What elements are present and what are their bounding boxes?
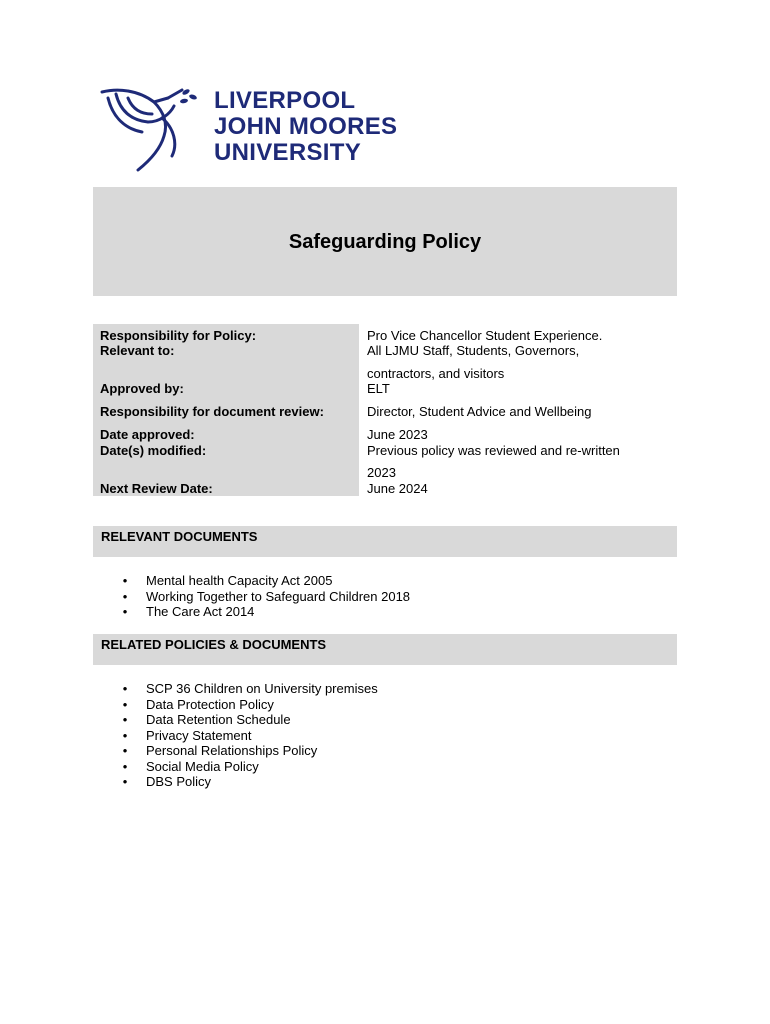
list-item: [120, 774, 378, 790]
list-item-text: Mental health Capacity Act 2005: [146, 573, 333, 588]
bullet-icon: •: [122, 588, 128, 604]
relevant-label: Relevant to:: [100, 343, 175, 358]
list-item-text: Data Retention Schedule: [146, 712, 291, 727]
list-item: [120, 712, 378, 728]
relevant-documents-list: [120, 573, 410, 620]
relevant-value: All LJMU Staff, Students, Governors,: [367, 343, 580, 358]
related-policies-heading: RELATED POLICIES & DOCUMENTS: [101, 637, 327, 652]
university-logo: [98, 84, 418, 176]
date-modified-value: Previous policy was reviewed and re-written: [367, 443, 620, 458]
bullet-icon: •: [122, 573, 128, 588]
bullet-icon: •: [122, 696, 128, 712]
logo-line-1: LIVERPOOL: [214, 87, 356, 114]
list-item: [120, 743, 378, 759]
bullet-icon: •: [122, 743, 128, 758]
list-item: [120, 573, 410, 589]
related-policies-heading-bar: [93, 634, 677, 665]
list-item: [120, 589, 410, 605]
relevant-documents-heading-bar: [93, 526, 677, 557]
list-item: [120, 728, 378, 744]
date-modified-value-continued: 2023: [367, 465, 396, 480]
bullet-icon: •: [122, 727, 128, 743]
logo-line-2: JOHN MOORES: [214, 113, 398, 140]
bullet-icon: •: [122, 681, 128, 696]
relevant-value-continued: contractors, and visitors: [367, 366, 505, 381]
title-banner: [93, 187, 677, 296]
logo-wordmark: [214, 88, 397, 166]
review-responsibility-value: Director, Student Advice and Wellbeing: [367, 404, 592, 419]
list-item-text: Working Together to Safeguard Children 2018: [146, 588, 411, 604]
bullet-icon: •: [122, 774, 128, 789]
next-review-label: Next Review Date:: [100, 481, 213, 496]
approved-by-value: ELT: [367, 381, 390, 396]
approved-by-label: Approved by:: [100, 381, 184, 396]
related-policies-list: [120, 681, 378, 790]
list-item: [120, 697, 378, 713]
list-item: [120, 759, 378, 775]
date-modified-label: Date(s) modified:: [100, 443, 207, 458]
list-item-text: Social Media Policy: [146, 758, 259, 774]
responsibility-value: Pro Vice Chancellor Student Experience.: [367, 328, 603, 343]
date-approved-value: June 2023: [367, 427, 428, 442]
liver-bird-icon: [98, 84, 208, 176]
list-item-text: DBS Policy: [146, 774, 212, 789]
page-title: Safeguarding Policy: [288, 231, 482, 253]
list-item-text: The Care Act 2014: [146, 604, 255, 619]
next-review-value: June 2024: [367, 481, 428, 496]
list-item-text: Personal Relationships Policy: [146, 743, 318, 758]
bullet-icon: •: [122, 712, 128, 727]
review-responsibility-label: Responsibility for document review:: [100, 404, 324, 419]
list-item-text: Privacy Statement: [146, 727, 252, 743]
bullet-icon: •: [122, 604, 128, 619]
relevant-documents-heading: RELEVANT DOCUMENTS: [101, 529, 258, 544]
logo-line-3: UNIVERSITY: [214, 139, 362, 166]
list-item-text: Data Protection Policy: [146, 696, 274, 712]
list-item: [120, 604, 410, 620]
bullet-icon: •: [122, 758, 128, 774]
responsibility-label: Responsibility for Policy:: [100, 328, 257, 343]
date-approved-label: Date approved:: [100, 427, 195, 442]
list-item-text: SCP 36 Children on University premises: [146, 681, 378, 696]
list-item: [120, 681, 378, 697]
